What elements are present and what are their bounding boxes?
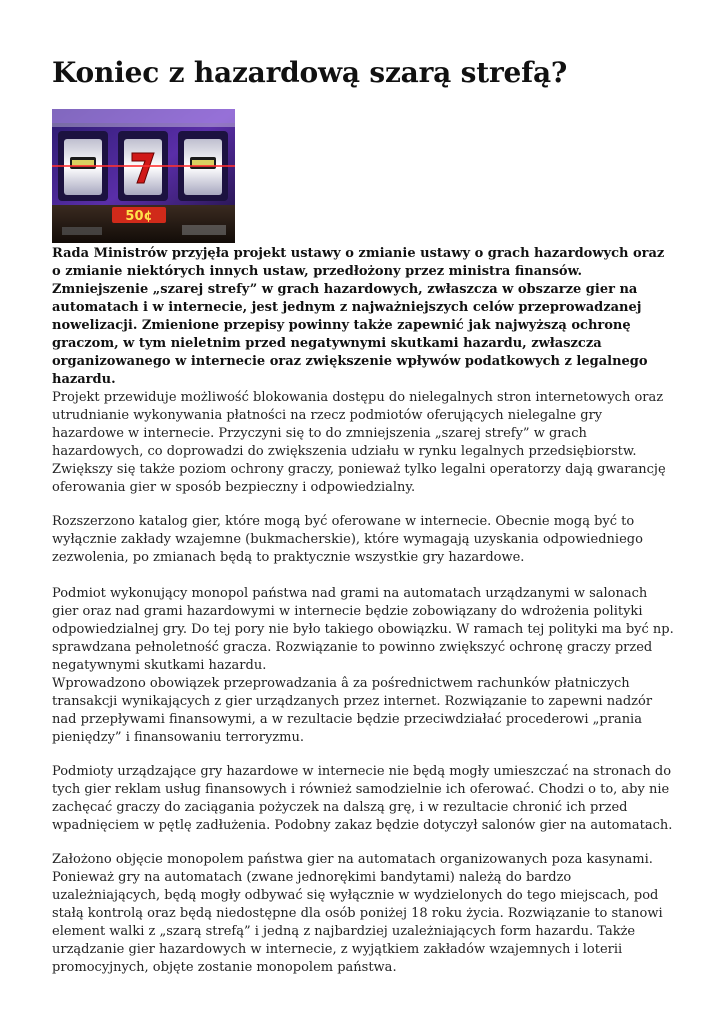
paragraph: Wprowadzono obowiązek przeprowadzania â za pośrednictwem rachunków płatniczych transakcji wynikających z gier urządzanych przez internet. Rozwiązanie to zapewni nadzór nad przepływami finansowymi, a w rezultacie będzie przeciwdziałać procederowi „prania pieniędzy” i finansowaniu terroryzmu. <box>52 676 653 745</box>
article-lead: Rada Ministrów przyjęła projekt ustawy o zmianie ustawy o grach hazardowych oraz o zmianie niektórych innych ustaw, przedłożony przez ministra finansów. Zmniejszenie „szarej strefy” w grach hazardowych, zwłaszcza w obszarze gier na automatach i w internecie, jest jednym z najważniejszych celów przeprowadzanej nowelizacji. Zmienione przepisy powinny także zapewnić jak najwyższą ochronę graczom, w tym nieletnim przed negatywnymi skutkami hazardu, zwłaszcza organizowanego w internecie oraz zwiększenie wpływów podatkowych z legalnego hazardu. <box>52 246 665 387</box>
paragraph: Rozszerzono katalog gier, które mogą być oferowane w internecie. Obecnie mogą być to wyłącznie zakłady wzajemne (bukmacherskie), które wymagają uzyskania odpowiedniego zezwolenia, po zmianach będą to praktycznie wszystkie gry hazardowe. <box>52 514 643 565</box>
paragraph: Podmioty urządzające gry hazardowe w internecie nie będą mogły umieszczać na stronach do tych gier reklam usług finansowych i również samodzielnie ich oferować. Chodzi o to, aby nie zachęcać graczy do zaciągania pożyczek na dalszą grę, i w rezultacie chronić ich przed wpadnięciem w pętlę zadłużenia. Podobny zakaz będzie dotyczył salonów gier na automatach. <box>52 764 673 833</box>
paragraph: Założono objęcie monopolem państwa gier na automatach organizowanych poza kasynami. Ponieważ gry na automatach (zwane jednorękimi bandytami) należą do bardzo uzależniających, będą mogły odbywać się wyłącznie w wydzielonych do tego miejscach, pod stałą kontrolą oraz będą niedostępne dla osób poniżej 18 roku życia. Rozwiązanie to stanowi element walki z „szarą strefą” i jedną z najbardziej uzależniających form hazardu. Także urządzanie gier hazardowych w internecie, z wyjątkiem zakładów wzajemnych i loterii promocyjnych, objęte zostanie monopolem państwa. <box>52 852 663 975</box>
slot-machine-photo <box>52 109 235 243</box>
price-label: 50¢ <box>125 209 153 224</box>
article-title: Koniec z hazardową szarą strefą? <box>52 56 568 89</box>
paragraph: Projekt przewiduje możliwość blokowania dostępu do nielegalnych stron internetowych oraz utrudnianie wykonywania płatności na rzecz podmiotów oferujących nielegalne gry hazardowe w internecie. Przyczyni się to do zmniejszenia „szarej strefy” w grach hazardowych, co doprowadzi do zwiększenia udziału w rynku legalnych przedsiębiorstw. Zwiększy się także poziom ochrony graczy, ponieważ tylko legalni operatorzy dają gwarancję oferowania gier w sposób bezpieczny i odpowiedzialny. <box>52 390 666 495</box>
paragraph: Podmiot wykonujący monopol państwa nad grami na automatach urządzanymi w salonach gier oraz nad grami hazardowymi w internecie będzie zobowiązany do wdrożenia polityki odpowiedzialnej gry. Do tej pory nie było takiego obowiązku. W ramach tej polityki ma być np. sprawdzana pełnoletność gracza. Rozwiązanie to powinno zwiększyć ochronę graczy przed negatywnymi skutkami hazardu. <box>52 586 674 673</box>
